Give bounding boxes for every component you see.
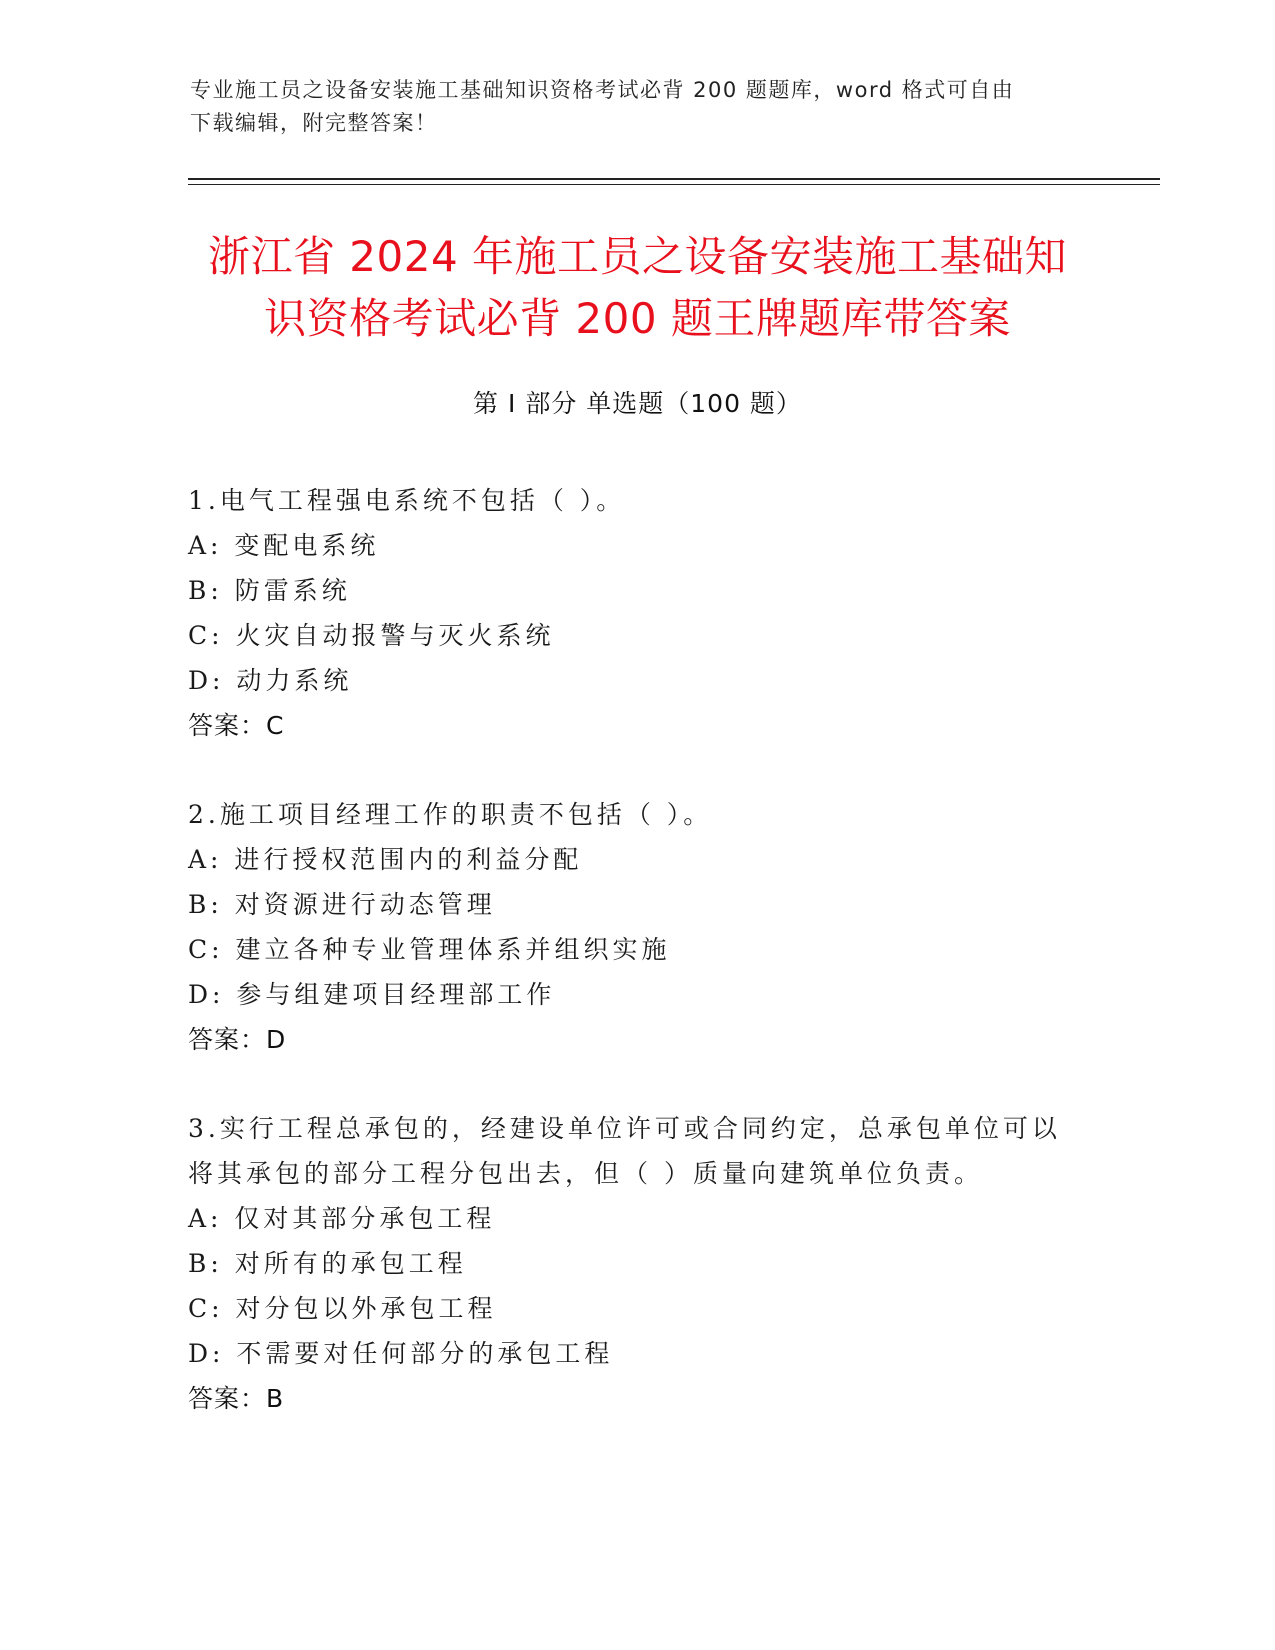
section-heading: 第 I 部分 单选题（100 题） [473, 389, 802, 418]
header-divider-thick [188, 178, 1160, 180]
question-item [188, 1106, 1088, 1421]
option-b: B: 防雷系统 [188, 576, 351, 605]
option-d: D: 不需要对任何部分的承包工程 [188, 1339, 614, 1368]
question-stem-line-2: 将其承包的部分工程分包出去，但（ ）质量向建筑单位负责。 [188, 1159, 983, 1188]
option-a: A: 变配电系统 [188, 531, 380, 560]
question-item [188, 478, 1088, 748]
question-item [188, 792, 1088, 1062]
option-a: A: 进行授权范围内的利益分配 [188, 845, 583, 874]
option-c: C: 火灾自动报警与灭火系统 [188, 621, 555, 650]
document-title-line-1: 浙江省 2024 年施工员之设备安装施工基础知 [207, 232, 1068, 281]
header-note [190, 74, 1090, 140]
option-b: B: 对资源进行动态管理 [188, 890, 496, 919]
document-title [160, 226, 1115, 350]
option-a: A: 仅对其部分承包工程 [188, 1204, 496, 1233]
question-list [188, 478, 1088, 1465]
answer-label: 答案：B [188, 1384, 285, 1413]
header-note-line-2: 下载编辑，附完整答案！ [190, 111, 438, 135]
answer-label: 答案：D [188, 1025, 287, 1054]
option-c: C: 建立各种专业管理体系并组织实施 [188, 935, 671, 964]
question-stem: 1.电气工程强电系统不包括（ ）。 [188, 486, 626, 515]
option-b: B: 对所有的承包工程 [188, 1249, 467, 1278]
header-divider-thin [188, 184, 1160, 185]
option-d: D: 动力系统 [188, 666, 353, 695]
question-stem-line-1: 3.实行工程总承包的，经建设单位许可或合同约定，总承包单位可以 [188, 1114, 1061, 1143]
option-c: C: 对分包以外承包工程 [188, 1294, 497, 1323]
header-note-line-1: 专业施工员之设备安装施工基础知识资格考试必背 200 题题库，word 格式可自由 [190, 78, 1015, 102]
answer-label: 答案：C [188, 711, 285, 740]
option-d: D: 参与组建项目经理部工作 [188, 980, 556, 1009]
document-title-line-2: 识资格考试必背 200 题王牌题库带答案 [264, 294, 1011, 343]
question-stem: 2.施工项目经理工作的职责不包括（ ）。 [188, 800, 713, 829]
